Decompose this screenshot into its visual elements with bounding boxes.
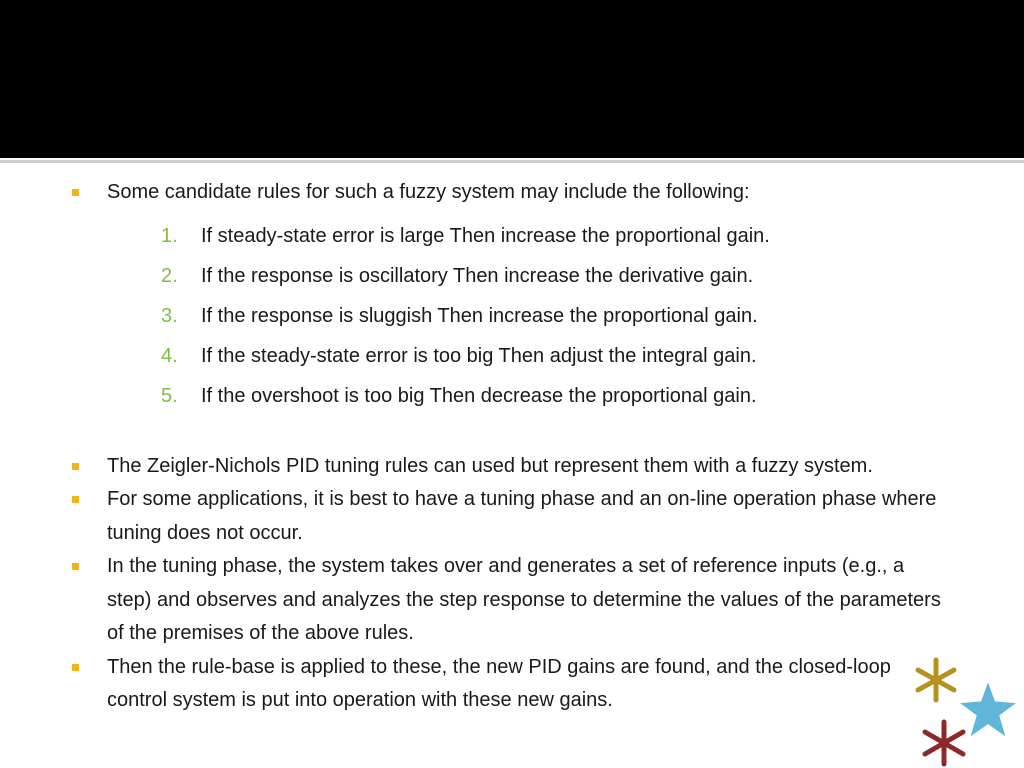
bullet-item — [72, 483, 952, 550]
bullet-square-icon — [72, 463, 79, 470]
bullet-text: For some applications, it is best to have a tuning phase and an on-line operation phase where tuning does not occur. — [107, 488, 937, 544]
rule-text: If the response is oscillatory Then increase the derivative gain. — [201, 264, 754, 287]
title-bar — [0, 0, 1024, 158]
rule-text: If the steady-state error is too big Then adjust the integral gain. — [201, 344, 757, 367]
rule-text: If steady-state error is large Then increase the proportional gain. — [201, 224, 770, 247]
rule-item — [72, 216, 952, 256]
rule-number: 5. — [161, 384, 178, 407]
rule-item — [72, 296, 952, 336]
bullet-text: The Zeigler-Nichols PID tuning rules can used but represent them with a fuzzy system. — [107, 454, 873, 477]
star-blue-icon — [956, 678, 1020, 740]
rule-item — [72, 376, 952, 416]
rule-text: If the overshoot is too big Then decrease the proportional gain. — [201, 384, 757, 407]
rule-number: 2. — [161, 264, 178, 287]
bullet-item — [72, 550, 952, 651]
bullet-text: Then the rule-base is applied to these, the new PID gains are found, and the closed-loop control system is put into operation with these new gains. — [107, 655, 891, 711]
rule-list — [72, 216, 952, 416]
bullet-square-icon — [72, 563, 79, 570]
slide-content — [72, 176, 952, 718]
bullet-text: Some candidate rules for such a fuzzy system may include the following: — [107, 181, 750, 203]
spacer — [72, 416, 952, 450]
rule-item — [72, 336, 952, 376]
rule-number: 3. — [161, 304, 178, 327]
rule-number: 1. — [161, 224, 178, 247]
asterisk-red-icon — [925, 722, 963, 764]
rule-number: 4. — [161, 344, 178, 367]
bullet-item — [72, 651, 952, 718]
decorative-stars — [906, 648, 1024, 768]
bullet-item — [72, 450, 952, 484]
asterisk-gold-icon — [918, 660, 954, 700]
bullet-text: In the tuning phase, the system takes over and generates a set of reference inputs (e.g., a step) and observes and analyzes the step response to determine the values of the parameters of the premises of the above rules. — [107, 555, 941, 644]
title-divider — [0, 160, 1024, 163]
rule-item — [72, 256, 952, 296]
bullet-square-icon — [72, 664, 79, 671]
bullet-square-icon — [72, 189, 79, 196]
rule-text: If the response is sluggish Then increase the proportional gain. — [201, 304, 758, 327]
bullet-intro — [72, 176, 952, 210]
bullet-square-icon — [72, 496, 79, 503]
